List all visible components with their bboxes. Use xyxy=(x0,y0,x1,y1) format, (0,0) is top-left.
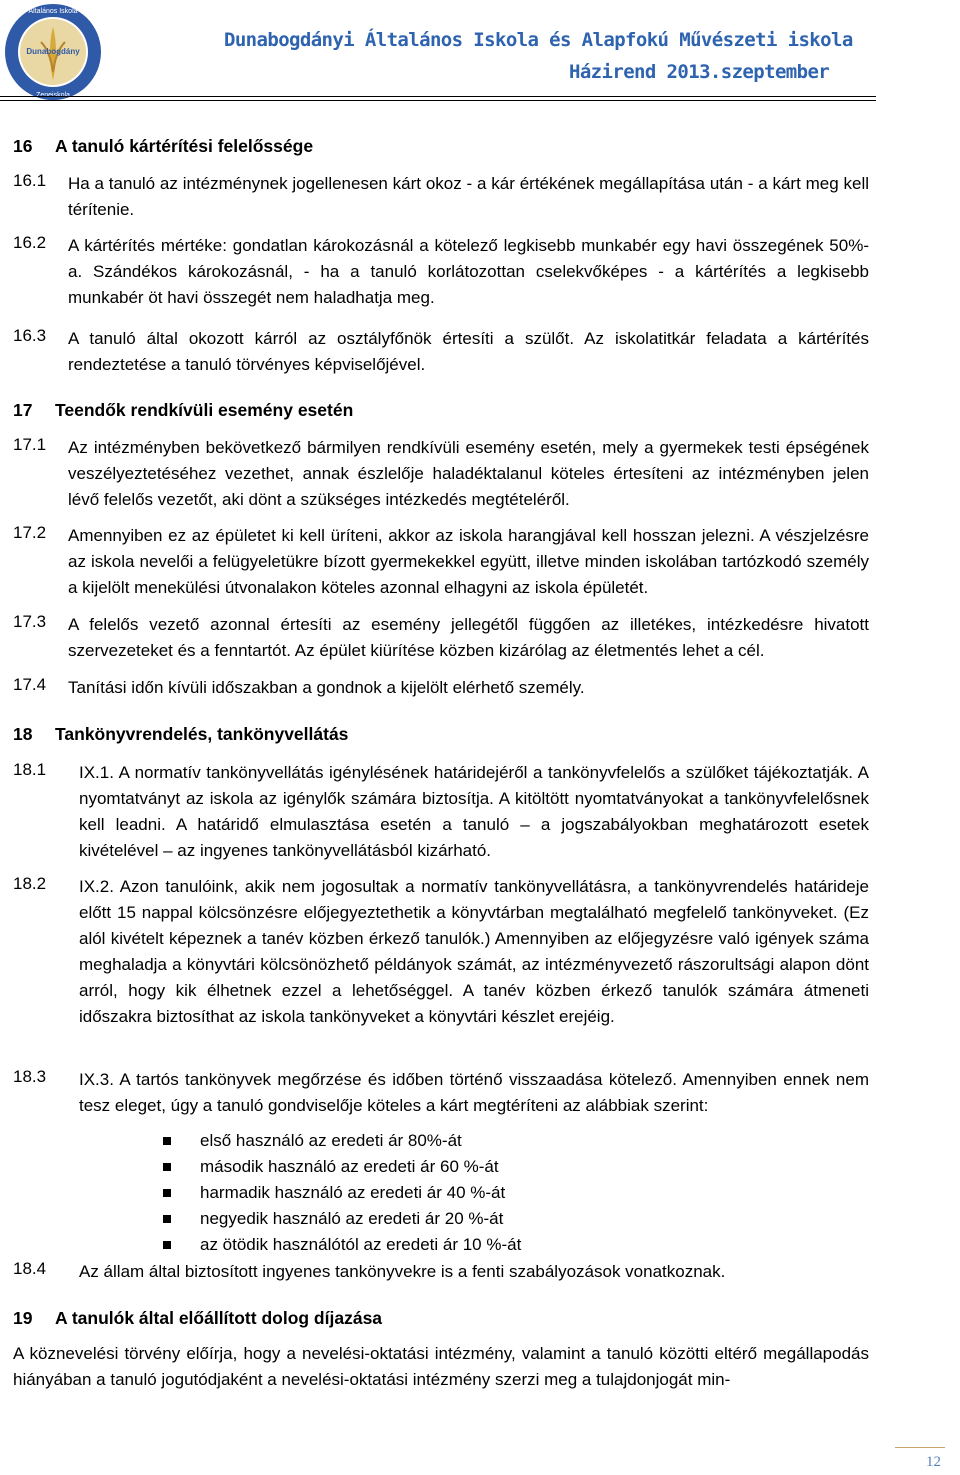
section-number: 17 xyxy=(13,400,33,420)
page-number-box xyxy=(895,1447,945,1470)
list-item: harmadik használó az eredeti ár 40 %-át xyxy=(160,1180,521,1206)
paragraph-text: Az állam által biztosított ingyenes tankönyvekre is a fenti szabályozások vonatkoznak. xyxy=(79,1262,726,1281)
paragraph-text: Az intézményben bekövetkező bármilyen rendkívüli esemény esetén, mely a gyermekek testi épségének veszélyeztetéséhez vezethet, annak észlelője haladéktalanul köteles értesíteni az intézményben jelen lévő felelős vezetőt, aki dönt a szükséges intézkedés megtételéről. xyxy=(68,438,869,509)
paragraph-text: A köznevelési törvény előírja, hogy a nevelési-oktatási intézmény, valamint a tanuló közötti eltérő megállapodás hiányában a tanuló jogutódjaként a nevelési-oktatási intézmény szerzi meg a tulajdonjogát min- xyxy=(13,1344,869,1389)
paragraph-number: 18.4 xyxy=(13,1259,47,1278)
section-heading xyxy=(13,400,353,421)
paragraph-text: IX.3. A tartós tankönyvek megőrzése és időben történő visszaadása kötelező. Amennyiben ennek nem tesz eleget, úgy a tanuló gondviselője köteles a kárt megtéríteni az alábbiak szerint: xyxy=(79,1070,869,1115)
paragraph-text: Amennyiben ez az épületet ki kell üríteni, akkor az iskola harangjával kell hosszan jelezni. A vészjelzésre az iskola nevelői a felügyeletükre bízott gyermekekkel együtt, illetve minden iskolában tartózkodó személy a kijelölt menekülési útvonalakon köteles azonnal elhagyni az iskola épületét. xyxy=(68,526,869,597)
list-item: második használó az eredeti ár 60 %-át xyxy=(160,1154,521,1180)
list-item: első használó az eredeti ár 80%-át xyxy=(160,1128,521,1154)
svg-text:Általános Iskola: Általános Iskola xyxy=(28,8,78,15)
paragraph-number: 16.3 xyxy=(13,326,47,345)
paragraph-text: Ha a tanuló az intézménynek jogellenesen kárt okoz - a kár értékének megállapítása után - a kárt meg kell térítenie. xyxy=(68,174,869,219)
document-title: Házirend 2013.szeptember xyxy=(569,61,830,83)
page-number: 12 xyxy=(926,1454,941,1470)
paragraph-number: 16.1 xyxy=(13,171,47,190)
section-heading xyxy=(13,136,313,157)
paragraph-number: 18.3 xyxy=(13,1067,47,1086)
page-header xyxy=(0,0,960,108)
section-number: 16 xyxy=(13,136,33,156)
paragraph-text: A felelős vezető azonnal értesíti az esemény jellegétől függően az illetékes, intézkedésre hivatott szervezeteket és a fenntartót. Az épület kiürítése közben kizárólag az életmentés lehet a cél. xyxy=(68,615,869,660)
school-name: Dunabogdányi Általános Iskola és Alapfokú Művészeti iskola xyxy=(224,29,853,51)
header-rule xyxy=(0,96,876,97)
paragraph-text: Tanítási időn kívüli időszakban a gondnok a kijelölt elérhető személy. xyxy=(68,678,585,697)
svg-text:Dunabogdány: Dunabogdány xyxy=(26,47,80,56)
section-heading xyxy=(13,724,348,745)
header-rule xyxy=(0,100,876,101)
section-number: 18 xyxy=(13,724,33,744)
paragraph-number: 18.1 xyxy=(13,760,47,779)
paragraph-number: 18.2 xyxy=(13,874,47,893)
paragraph-number: 16.2 xyxy=(13,233,47,252)
paragraph-text: IX.2. Azon tanulóink, akik nem jogosultak a normatív tankönyvellátásra, a tankönyvrendelés határideje előtt 15 nappal kölcsönzésre előjegyeztethetik a könyvtárban megtalálható megfelelő tankönyveket. (Ez alól kivételt képeznek a tanév közben érkező tanulók.) Amennyiben az előjegyzésre való igények száma meghaladja a könyvtári kölcsönözhető példányok számát, az intézményvezető rászorultsági alapon dönt arról, hogy kik élhetnek ezzel a lehetőséggel. A tanév közben érkező tanulók számára átmeneti időszakra biztosíthat az iskola tankönyveket a könyvtári készlet erejéig. xyxy=(79,877,869,1026)
svg-text:Zeneiskola: Zeneiskola xyxy=(36,92,70,99)
bullet-list xyxy=(160,1128,521,1258)
section-title: Teendők rendkívüli esemény esetén xyxy=(55,400,354,420)
list-item: az ötödik használótól az eredeti ár 10 %-át xyxy=(160,1232,521,1258)
paragraph-number: 17.1 xyxy=(13,435,47,454)
section-title: Tankönyvrendelés, tankönyvellátás xyxy=(55,724,349,744)
paragraph-number: 17.4 xyxy=(13,675,47,694)
section-title: A tanuló kártérítési felelőssége xyxy=(55,136,314,156)
paragraph-text: IX.1. A normatív tankönyvellátás igénylésének határidejéről a tankönyvfelelős a szülőket tájékoztatják. A nyomtatványt az iskola az igénylők számára biztosítja. A kitöltött nyomtatványokat a tankönyvfelelősnek kell leadni. A határidő elmulasztása esetén a tanuló – a jogszabályokban meghatározott esetek kivételével – az ingyenes tankönyvellátásból kizárható. xyxy=(79,763,869,860)
paragraph-text: A kártérítés mértéke: gondatlan károkozásnál a kötelező legkisebb munkabér egy havi összegének 50%-a. Szándékos károkozásnál, - ha a tanuló korlátozottan cselekvőképes - a kártérítés a legkisebb munkabér öt havi összegét nem haladhatja meg. xyxy=(68,236,869,307)
section-number: 19 xyxy=(13,1308,33,1328)
section-title: A tanulók által előállított dolog díjazása xyxy=(55,1308,383,1328)
section-heading xyxy=(13,1308,382,1329)
paragraph-text: A tanuló által okozott kárról az osztályfőnök értesíti a szülőt. Az iskolatitkár feladata a kártérítés rendeztetése a tanuló törvényes képviselőjével. xyxy=(68,329,869,374)
list-item: negyedik használó az eredeti ár 20 %-át xyxy=(160,1206,521,1232)
paragraph-number: 17.2 xyxy=(13,523,47,542)
paragraph-number: 17.3 xyxy=(13,612,47,631)
school-logo xyxy=(3,2,103,102)
